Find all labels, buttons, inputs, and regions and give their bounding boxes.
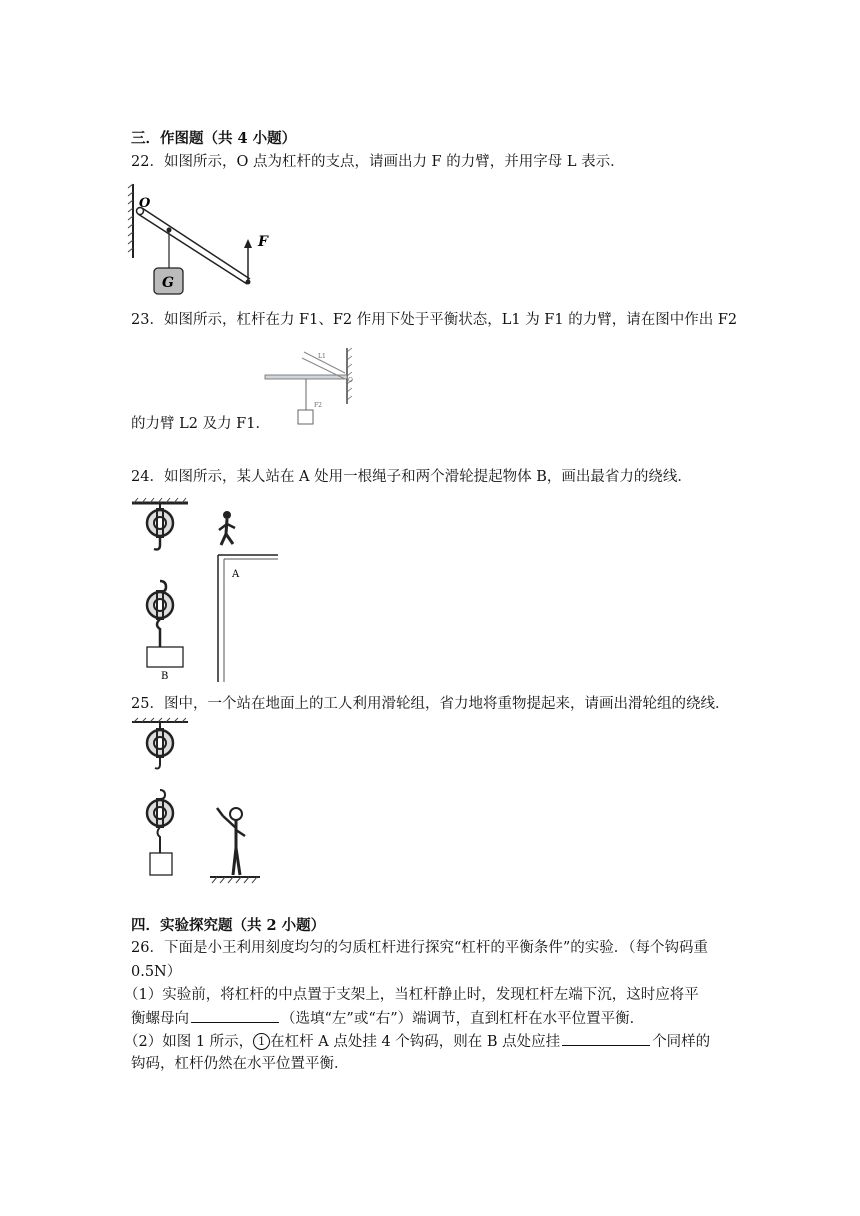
arm-label: L1 bbox=[318, 353, 326, 360]
question-26-part1-line2 bbox=[131, 1008, 644, 1029]
lever-figure-23 bbox=[262, 344, 362, 428]
question-23-text-line1: 23．如图所示，杠杆在力 F1、F2 作用下处于平衡状态，L1 为 F1 的力臂，请在图中作出 F2 bbox=[131, 312, 738, 328]
circled-number: 1 bbox=[253, 1033, 270, 1050]
part2-suffix: 个同样的 bbox=[652, 1034, 711, 1050]
part2-middle: 在杠杆 A 点处挂 4 个钩码，则在 B 点处应挂 bbox=[270, 1034, 561, 1050]
question-24-text: 24．如图所示，某人站在 A 处用一根绳子和两个滑轮提起物体 B，画出最省力的绕线． bbox=[131, 469, 692, 485]
question-23-text-line2: 的力臂 L2 及力 F1． bbox=[131, 416, 270, 432]
force-label-23: F2 bbox=[314, 402, 322, 409]
lever-figure-22 bbox=[128, 184, 278, 299]
section-3-title: 三．作图题（共 4 小题） bbox=[131, 130, 297, 147]
weight-label: G bbox=[162, 275, 174, 291]
section-4-title: 四．实验探究题（共 2 小题） bbox=[131, 917, 326, 934]
pulley-figure-24 bbox=[128, 497, 280, 682]
question-26-part1-line1: （1）实验前，将杠杆的中点置于支架上，当杠杆静止时，发现杠杆左端下沉，这时应将平 bbox=[124, 987, 699, 1003]
pivot-label: O bbox=[139, 196, 151, 211]
question-26-part2-line1 bbox=[124, 1031, 710, 1052]
question-25-text: 25．图中，一个站在地面上的工人利用滑轮组，省力地将重物提起来，请画出滑轮组的绕线． bbox=[131, 696, 730, 712]
question-26-line2: 0.5N） bbox=[131, 964, 182, 980]
question-26-line1: 26．下面是小王利用刻度均匀的匀质杠杆进行探究“杠杆的平衡条件”的实验．（每个钩码重 bbox=[131, 940, 709, 956]
answer-blank-2[interactable] bbox=[562, 1031, 650, 1046]
question-26-part2-line2: 钩码，杠杆仍然在水平位置平衡． bbox=[131, 1056, 349, 1072]
question-22-text: 22．如图所示，O 点为杠杆的支点，请画出力 F 的力臂，并用字母 L 表示． bbox=[131, 154, 625, 170]
pulley-figure-25 bbox=[128, 718, 264, 890]
answer-blank-1[interactable] bbox=[191, 1008, 279, 1023]
object-b-label: B bbox=[161, 671, 169, 682]
part1-prefix: 衡螺母向 bbox=[131, 1011, 189, 1027]
part1-suffix: （选填“左”或“右”）端调节，直到杠杆在水平位置平衡． bbox=[281, 1011, 645, 1027]
part2-prefix: （2）如图 1 所示， bbox=[124, 1034, 254, 1050]
point-a-label: A bbox=[232, 569, 240, 580]
pivot-label-23: O bbox=[348, 377, 353, 384]
force-label: F bbox=[258, 234, 268, 250]
